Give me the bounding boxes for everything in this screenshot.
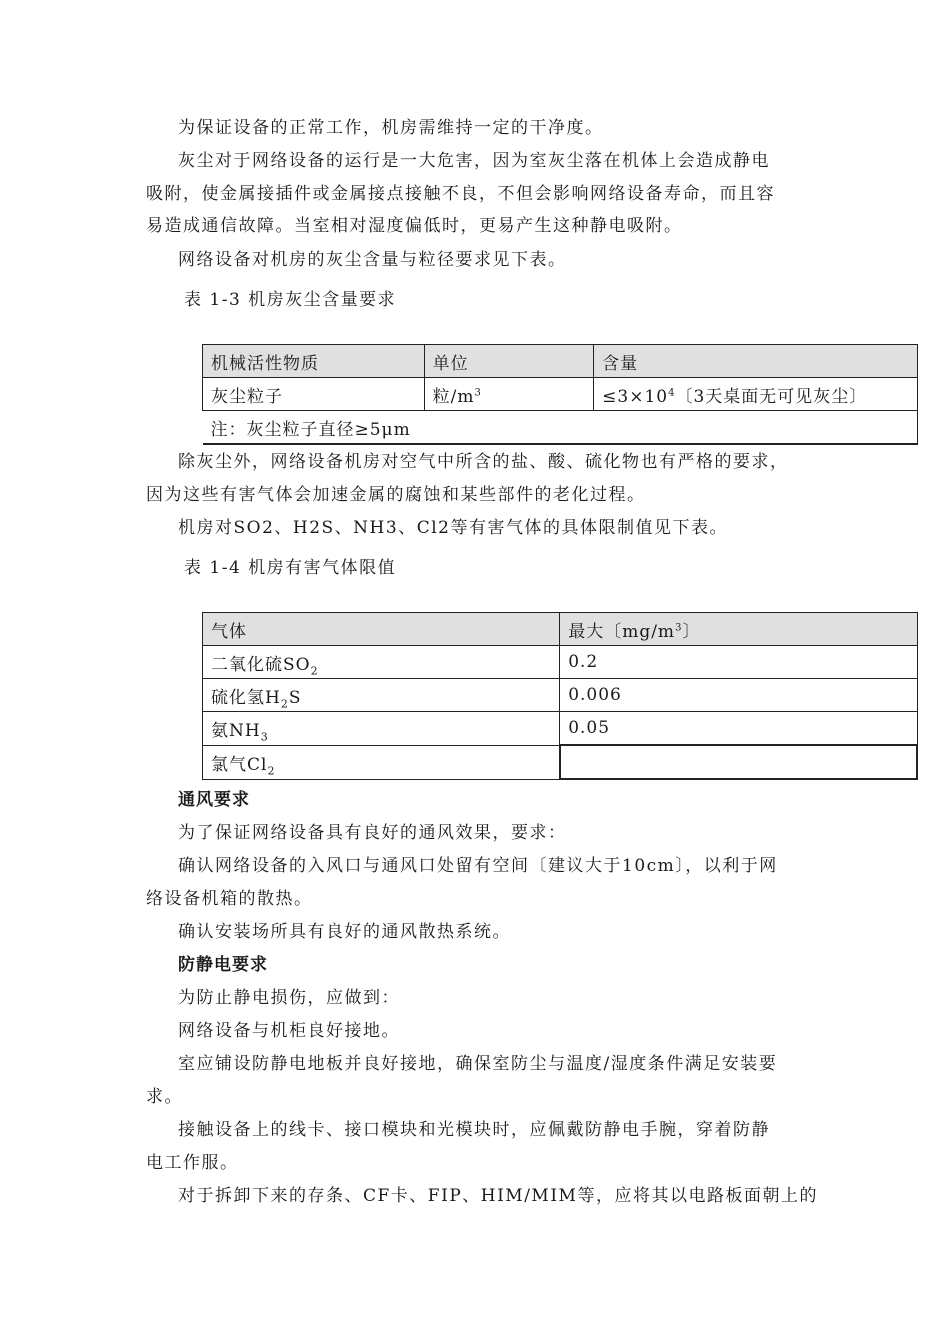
table-row bbox=[203, 679, 918, 712]
unit-text: 粒/m bbox=[432, 386, 475, 407]
table-caption: 表 1-3 机房灰尘含量要求 bbox=[184, 290, 397, 310]
paragraph: 确认安装场所具有良好的通风散热系统。 bbox=[178, 922, 511, 942]
gas-formula: SO bbox=[283, 654, 311, 675]
dust-requirements-table bbox=[202, 344, 918, 445]
gas-cell bbox=[203, 712, 560, 746]
gas-formula: Cl bbox=[247, 754, 268, 775]
value-cell: 0.2 bbox=[560, 646, 917, 679]
table-cell bbox=[424, 378, 594, 411]
paragraph: 吸附，使金属接插件或金属接点接触不良，不但会影响网络设备寿命，而且容 bbox=[146, 184, 775, 204]
section-heading-ventilation: 通风要求 bbox=[178, 790, 250, 810]
amount-text: ≤3×10 bbox=[602, 386, 669, 407]
formula-subscript: 2 bbox=[267, 763, 276, 777]
table-row bbox=[203, 745, 918, 779]
value-cell bbox=[560, 745, 917, 779]
gas-formula-end: S bbox=[288, 687, 302, 708]
gas-cell bbox=[203, 679, 560, 712]
paragraph: 因为这些有害气体会加速金属的腐蚀和某些部件的老化过程。 bbox=[146, 485, 646, 505]
paragraph: 接触设备上的线卡、接口模块和光模块时，应佩戴防静电手腕，穿着防静 bbox=[178, 1120, 770, 1140]
paragraph: 求。 bbox=[146, 1087, 183, 1107]
formula-subscript: 2 bbox=[280, 696, 289, 710]
table-row bbox=[203, 378, 918, 411]
gas-name: 氨 bbox=[211, 720, 229, 741]
paragraph: 对于拆卸下来的存条、CF卡、FIP、HIM/MIM等，应将其以电路板面朝上的 bbox=[178, 1186, 818, 1206]
table-header-row bbox=[203, 345, 918, 378]
table-cell: 灰尘粒子 bbox=[203, 378, 425, 411]
table-cell bbox=[594, 378, 918, 411]
paragraph: 络设备机箱的散热。 bbox=[146, 889, 313, 909]
paragraph: 灰尘对于网络设备的运行是一大危害，因为室灰尘落在机体上会造成静电 bbox=[178, 151, 770, 171]
table-header-row bbox=[203, 613, 918, 646]
header-cell bbox=[560, 613, 917, 646]
paragraph: 易造成通信故障。当室相对湿度偏低时，更易产生这种静电吸附。 bbox=[146, 216, 683, 236]
header-cell: 机械活性物质 bbox=[203, 345, 425, 378]
gas-cell bbox=[203, 745, 560, 779]
table-row bbox=[203, 646, 918, 679]
amount-note: 〔3天桌面无可见灰尘〕 bbox=[675, 386, 868, 407]
header-exponent: 3 bbox=[675, 621, 683, 633]
gas-name: 二氧化硫 bbox=[211, 654, 283, 675]
harmful-gas-limits-table bbox=[202, 612, 918, 780]
gas-formula: NH bbox=[229, 720, 261, 741]
paragraph: 除灰尘外，网络设备机房对空气中所含的盐、酸、硫化物也有严格的要求， bbox=[178, 452, 789, 472]
paragraph: 为保证设备的正常工作，机房需维持一定的干净度。 bbox=[178, 118, 604, 138]
paragraph: 网络设备对机房的灰尘含量与粒径要求见下表。 bbox=[178, 250, 567, 270]
table-caption: 表 1-4 机房有害气体限值 bbox=[184, 558, 397, 578]
value-cell: 0.05 bbox=[560, 712, 917, 746]
amount-exponent: 4 bbox=[668, 386, 676, 398]
gas-formula: H bbox=[265, 687, 281, 708]
gas-name: 硫化氢 bbox=[211, 687, 265, 708]
table-note-row bbox=[203, 411, 918, 445]
formula-subscript: 3 bbox=[260, 730, 269, 744]
section-heading-antistatic: 防静电要求 bbox=[178, 955, 268, 975]
paragraph: 电工作服。 bbox=[146, 1153, 239, 1173]
header-cell: 单位 bbox=[424, 345, 594, 378]
paragraph: 网络设备与机柜良好接地。 bbox=[178, 1021, 400, 1041]
table-row bbox=[203, 712, 918, 746]
header-text: 最大〔mg/m bbox=[568, 621, 676, 642]
gas-cell bbox=[203, 646, 560, 679]
header-cell: 气体 bbox=[203, 613, 560, 646]
header-text-end: 〕 bbox=[682, 621, 701, 642]
unit-exponent: 3 bbox=[474, 386, 482, 398]
gas-name: 氯气 bbox=[211, 754, 247, 775]
formula-subscript: 2 bbox=[310, 663, 319, 677]
paragraph: 为防止静电损伤，应做到： bbox=[178, 988, 400, 1008]
paragraph: 为了保证网络设备具有良好的通风效果，要求： bbox=[178, 823, 567, 843]
paragraph: 确认网络设备的入风口与通风口处留有空间〔建议大于10cm〕，以利于网 bbox=[178, 856, 778, 876]
table-note: 注：灰尘粒子直径≥5μm bbox=[203, 411, 918, 445]
header-cell: 含量 bbox=[594, 345, 918, 378]
paragraph: 室应铺设防静电地板并良好接地，确保室防尘与温度/湿度条件满足安装要 bbox=[178, 1054, 778, 1074]
value-cell: 0.006 bbox=[560, 679, 917, 712]
paragraph: 机房对SO2、H2S、NH3、Cl2等有害气体的具体限制值见下表。 bbox=[178, 518, 728, 538]
